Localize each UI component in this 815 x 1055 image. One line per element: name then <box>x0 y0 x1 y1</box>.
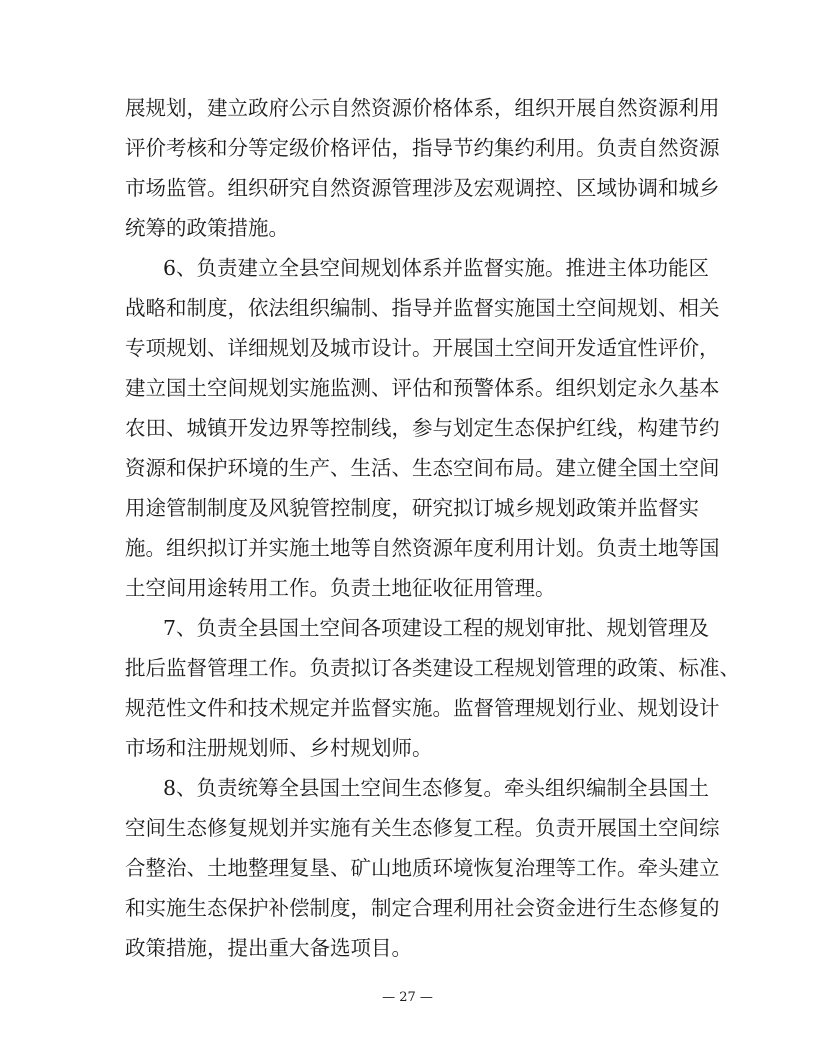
paragraph-line: 市场监管。组织研究自然资源管理涉及宏观调控、区域协调和城乡 <box>125 176 720 200</box>
paragraph-line: 统筹的政策措施。 <box>125 216 289 240</box>
paragraph-line: 空间生态修复规划并实施有关生态修复工程。负责开展国土空间综 <box>125 816 720 840</box>
paragraph-line: 农田、城镇开发边界等控制线，参与划定生态保护红线，构建节约 <box>125 416 720 440</box>
paragraph-line: 8、负责统筹全县国土空间生态修复。牵头组织编制全县国土 <box>163 776 710 800</box>
paragraph-line: 用途管制制度及风貌管控制度，研究拟订城乡规划政策并监督实 <box>125 496 699 520</box>
page-number: — 27 — <box>382 990 433 1005</box>
paragraph-line: 资源和保护环境的生产、生活、生态空间布局。建立健全国土空间 <box>125 456 720 480</box>
paragraph-line: 合整治、土地整理复垦、矿山地质环境恢复治理等工作。牵头建立 <box>125 856 720 880</box>
paragraph-line: 专项规划、详细规划及城市设计。开展国土空间开发适宜性评价， <box>125 336 720 360</box>
paragraph-line: 7、负责全县国土空间各项建设工程的规划审批、规划管理及 <box>163 616 710 640</box>
paragraph-line: 展规划，建立政府公示自然资源价格体系，组织开展自然资源利用 <box>125 96 720 120</box>
paragraph-line: 土空间用途转用工作。负责土地征收征用管理。 <box>125 576 556 600</box>
paragraph-line: 规范性文件和技术规定并监督实施。监督管理规划行业、规划设计 <box>125 696 720 720</box>
paragraph-line: 政策措施，提出重大备选项目。 <box>125 936 412 960</box>
paragraph-line: 战略和制度，依法组织编制、指导并监督实施国土空间规划、相关 <box>125 296 720 320</box>
paragraph-line: 施。组织拟订并实施土地等自然资源年度利用计划。负责土地等国 <box>125 536 720 560</box>
paragraph-line: 建立国土空间规划实施监测、评估和预警体系。组织划定永久基本 <box>125 376 720 400</box>
paragraph-line: 和实施生态保护补偿制度，制定合理利用社会资金进行生态修复的 <box>125 896 720 920</box>
paragraph-line: 批后监督管理工作。负责拟订各类建设工程规划管理的政策、标准、 <box>125 656 740 680</box>
paragraph-line: 市场和注册规划师、乡村规划师。 <box>125 736 433 760</box>
paragraph-line: 6、负责建立全县空间规划体系并监督实施。推进主体功能区 <box>163 256 710 280</box>
paragraph-line: 评价考核和分等定级价格评估，指导节约集约利用。负责自然资源 <box>125 136 720 160</box>
